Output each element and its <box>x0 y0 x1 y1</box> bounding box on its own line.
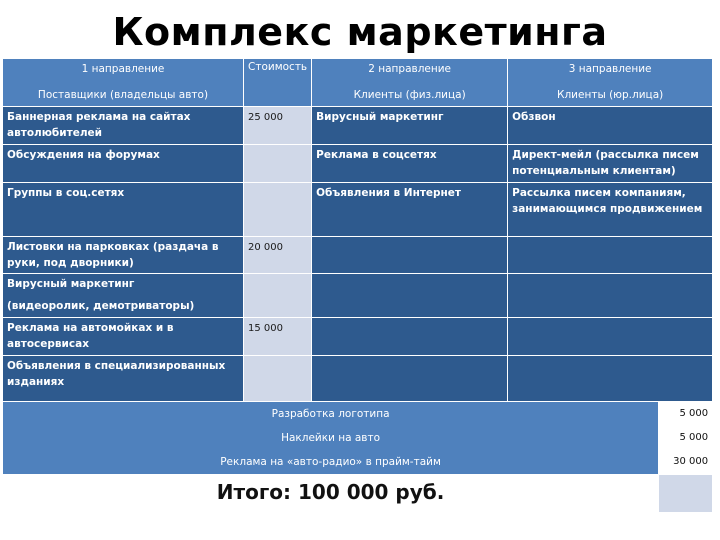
direction-1-cell: Группы в соц.сетях <box>3 182 244 236</box>
table-row <box>3 144 713 182</box>
total-value-cell <box>659 474 713 512</box>
direction-2-cell <box>312 318 508 356</box>
direction-2-cell <box>312 355 508 401</box>
direction-1-cell: Реклама на автомойках и в автосервисах <box>3 318 244 356</box>
cost-cell: 15 000 <box>244 318 312 356</box>
header-cost: Стоимость <box>244 59 312 107</box>
header-direction-1-sub: Поставщики (владельцы авто) <box>37 89 209 102</box>
direction-3-cell: Рассылка писем компаниям, занимающимся продвижением <box>508 182 713 236</box>
cost-cell <box>244 274 312 318</box>
header-direction-2-label: 2 направление <box>368 63 452 75</box>
table-row <box>3 236 713 274</box>
table-row <box>3 182 713 236</box>
table-row <box>3 274 713 318</box>
header-direction-1 <box>3 59 244 107</box>
direction-3-cell <box>508 318 713 356</box>
cost-cell: 20 000 <box>244 236 312 274</box>
direction-2-cell: Реклама в соцсетях <box>312 144 508 182</box>
cost-cell <box>244 182 312 236</box>
header-row <box>3 59 713 107</box>
direction-2-cell <box>312 236 508 274</box>
header-direction-3-label: 3 направление <box>568 63 652 75</box>
page-title: Комплекс маркетинга <box>112 10 608 54</box>
direction-3-cell <box>508 355 713 401</box>
table-row <box>3 318 713 356</box>
header-direction-2 <box>312 59 508 107</box>
direction-3-cell <box>508 274 713 318</box>
table-row <box>3 355 713 401</box>
header-direction-3 <box>508 59 713 107</box>
header-direction-1-label: 1 направление <box>81 63 165 75</box>
direction-1-text: Вирусный маркетинг <box>7 278 135 291</box>
extra-label: Реклама на «авто-радио» в прайм-тайм <box>220 455 441 468</box>
cost-cell <box>244 355 312 401</box>
direction-3-cell: Директ-мейл (рассылка писем потенциальным клиентам) <box>508 144 713 182</box>
direction-1-cell: Листовки на парковках (раздача в руки, под дворники) <box>3 236 244 274</box>
marketing-table <box>2 58 713 513</box>
extras-values <box>659 401 713 474</box>
extra-label: Наклейки на авто <box>281 431 381 444</box>
direction-3-cell <box>508 236 713 274</box>
total-row <box>3 474 713 512</box>
header-direction-2-sub: Клиенты (физ.лица) <box>353 89 466 102</box>
extra-value: 5 000 <box>679 407 709 419</box>
total-label: Итого: 100 000 руб. <box>3 474 659 512</box>
direction-1-cell: Обсуждения на форумах <box>3 144 244 182</box>
extras-row <box>3 401 713 474</box>
extras-labels <box>3 401 659 474</box>
cost-cell: 25 000 <box>244 106 312 144</box>
direction-1-cell: Баннерная реклама на сайтах автолюбителей <box>3 106 244 144</box>
direction-2-cell <box>312 274 508 318</box>
direction-3-cell: Обзвон <box>508 106 713 144</box>
cost-cell <box>244 144 312 182</box>
direction-2-cell: Объявления в Интернет <box>312 182 508 236</box>
header-direction-3-sub: Клиенты (юр.лица) <box>557 89 664 102</box>
table-row <box>3 106 713 144</box>
direction-1-cell: Объявления в специализированных изданиях <box>3 355 244 401</box>
direction-1-note: (видеоролик, демотриваторы) <box>7 300 195 313</box>
extra-label: Разработка логотипа <box>271 407 390 420</box>
extra-value: 5 000 <box>679 431 709 443</box>
direction-1-cell <box>3 274 244 318</box>
extra-value: 30 000 <box>673 455 709 467</box>
direction-2-cell: Вирусный маркетинг <box>312 106 508 144</box>
